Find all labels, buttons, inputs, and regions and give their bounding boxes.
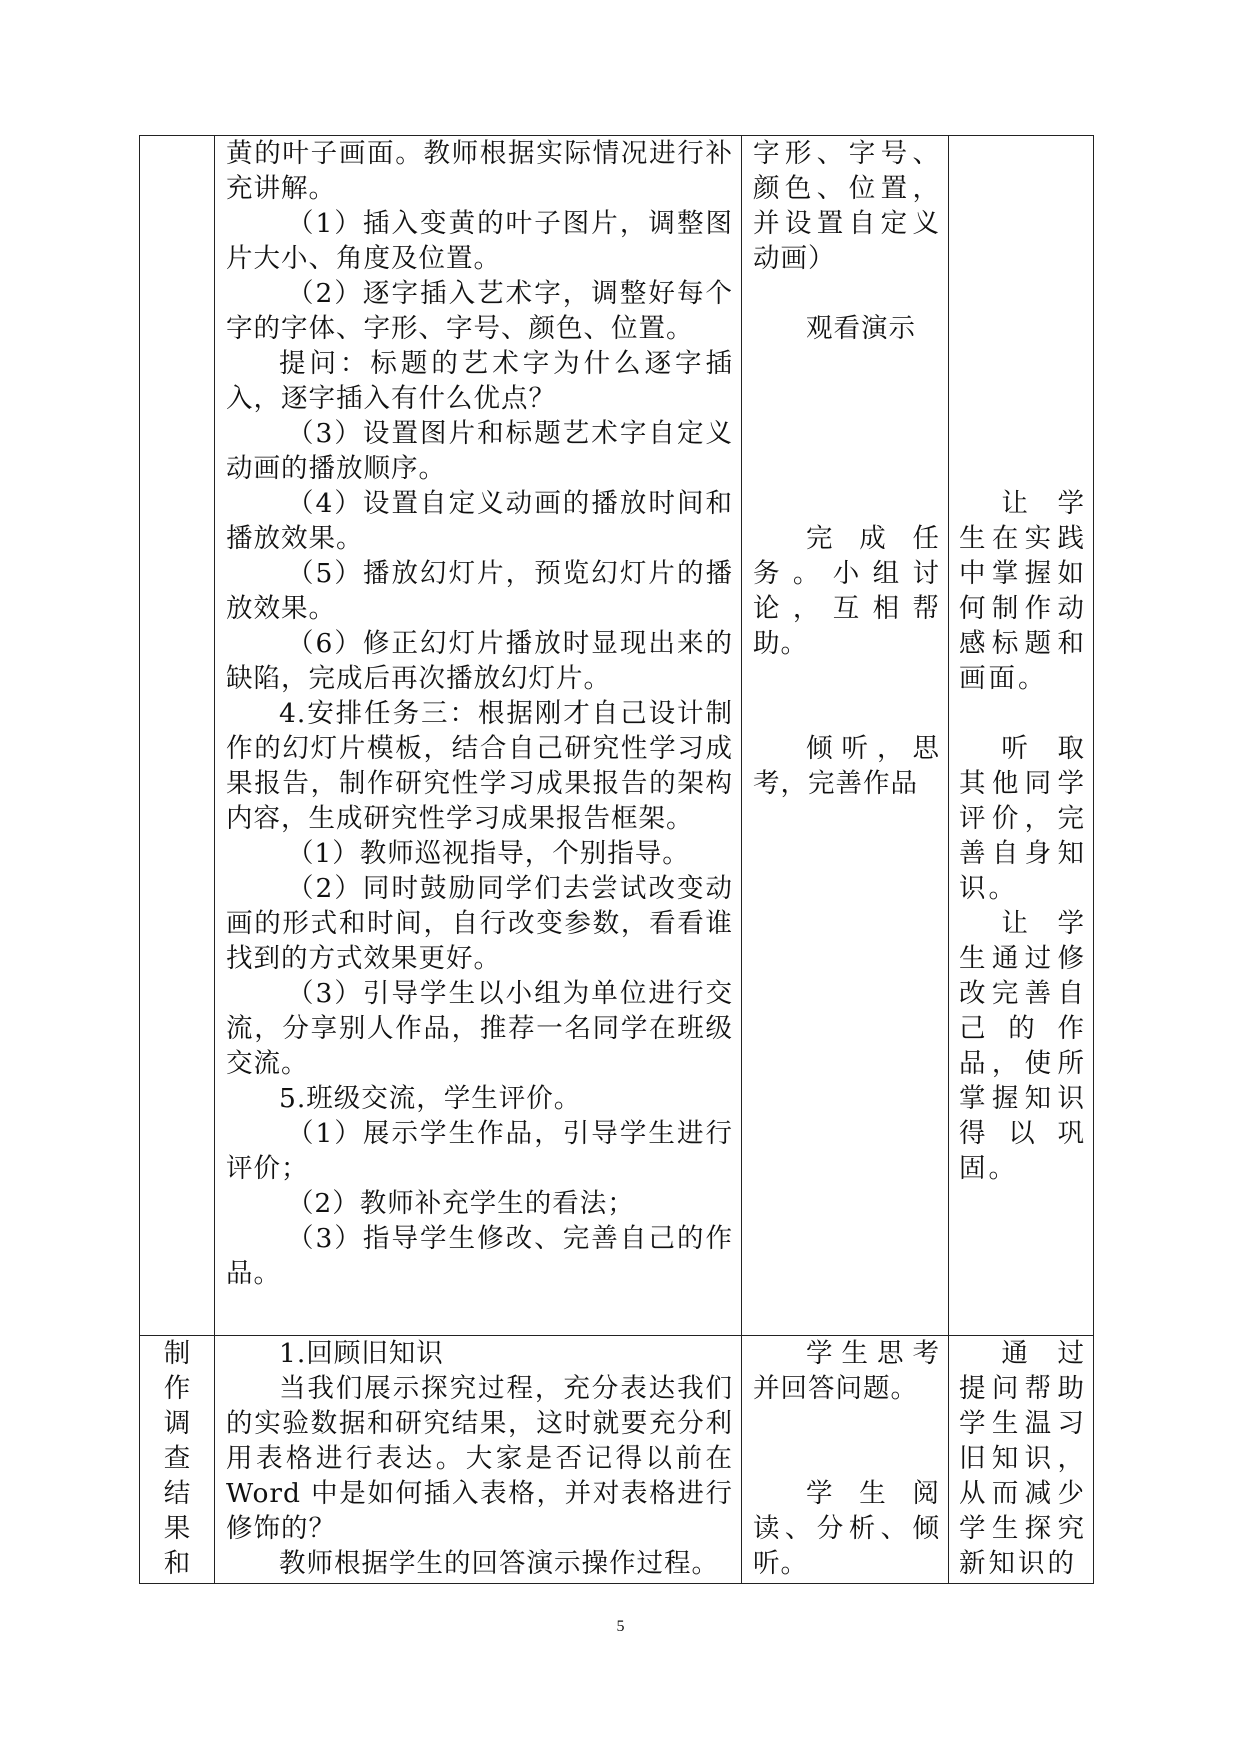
design-intent-cell — [949, 1336, 1094, 1584]
paragraph: 教师根据学生的回答演示操作过程。 — [279, 1548, 719, 1579]
paragraph: 当我们展示探究过程，充分表达我们的实验数据和研究结果，这时就要充分利用表格进行表达。大家是否记得以前在 Word 中是如何插入表格，并对表格进行修饰的？ — [226, 1373, 733, 1544]
stage-label-cell — [140, 136, 215, 1336]
paragraph: （6）修正幻灯片播放时显现出来的缺陷，完成后再次播放幻灯片。 — [226, 628, 733, 694]
teacher-activity-text — [215, 1336, 741, 1581]
paragraph: （2）逐字插入艺术字，调整好每个字的字体、字形、字号、颜色、位置。 — [226, 278, 733, 344]
paragraph: （1）插入变黄的叶子图片，调整图片大小、角度及位置。 — [226, 208, 733, 274]
paragraph: （2）教师补充学生的看法； — [286, 1188, 635, 1219]
paragraph: （3）引导学生以小组为单位进行交流，分享别人作品，推荐一名同学在班级交流。 — [226, 978, 733, 1079]
stage-label-char: 调 — [163, 1408, 191, 1439]
paragraph: （1）展示学生作品，引导学生进行评价； — [226, 1118, 733, 1184]
student-activity-text: 学生阅读、分析、倾听。 — [753, 1478, 940, 1579]
design-intent-text: 通过提问帮助学生温习旧知识，从而减少学生探究新知识的 — [959, 1338, 1087, 1579]
stage-label-char: 和 — [163, 1548, 191, 1579]
paragraph: （4）设置自定义动画的播放时间和播放效果。 — [226, 488, 733, 554]
paragraph: （5）播放幻灯片，预览幻灯片的播放效果。 — [226, 558, 733, 624]
stage-label-char: 结 — [163, 1478, 191, 1509]
design-intent-text: 让学生通过修改完善自己的作品，使所掌握知识得以巩固。 — [959, 908, 1087, 1184]
paragraph: （2）同时鼓励同学们去尝试改变动画的形式和时间，自行改变参数，看看谁找到的方式效果更好。 — [226, 873, 733, 974]
student-activity-text: 完成任务。小组讨论，互相帮助。 — [753, 523, 940, 659]
lesson-plan-table — [139, 135, 1094, 1584]
table-row — [140, 136, 1094, 1336]
student-activity-text: 字形、字号、颜色、位置，并设置自定义动画） — [753, 138, 940, 274]
teacher-activity-text — [215, 136, 741, 1291]
table-row — [140, 1336, 1094, 1584]
paragraph: （3）设置图片和标题艺术字自定义动画的播放顺序。 — [226, 418, 733, 484]
paragraph: 1.回顾旧知识 — [279, 1338, 444, 1369]
teacher-activity-cell — [215, 1336, 742, 1584]
stage-label-cell — [140, 1336, 215, 1584]
paragraph: （3）指导学生修改、完善自己的作品。 — [226, 1223, 733, 1289]
student-activity-text: 观看演示 — [806, 313, 916, 344]
design-intent-text: 听取其他同学评价，完善自身知识。 — [959, 733, 1087, 904]
paragraph: 黄的叶子画面。教师根据实际情况进行补充讲解。 — [226, 138, 733, 204]
design-intent-cell — [949, 136, 1094, 1336]
student-activity-text: 倾听，思考，完善作品 — [753, 733, 940, 799]
student-activity-text: 学生思考并回答问题。 — [753, 1338, 940, 1404]
paragraph: 提问：标题的艺术字为什么逐字插入，逐字插入有什么优点？ — [226, 348, 733, 414]
paragraph: 4.安排任务三：根据刚才自己设计制作的幻灯片模板，结合自己研究性学习成果报告，制作研究性学习成果报告的架构内容，生成研究性学习成果报告框架。 — [226, 698, 733, 834]
stage-label-char: 作 — [163, 1373, 191, 1404]
teacher-activity-cell — [215, 136, 742, 1336]
student-activity-cell — [742, 1336, 949, 1584]
stage-label-char: 查 — [163, 1443, 191, 1474]
paragraph: 5.班级交流，学生评价。 — [279, 1083, 582, 1114]
student-activity-cell — [742, 136, 949, 1336]
stage-label-char: 果 — [163, 1513, 191, 1544]
paragraph: （1）教师巡视指导，个别指导。 — [286, 838, 690, 869]
stage-label-char: 制 — [163, 1338, 191, 1369]
stage-label — [140, 1336, 214, 1581]
design-intent-text: 让学生在实践中掌握如何制作动感标题和画面。 — [959, 488, 1087, 694]
page-number: 5 — [616, 1618, 625, 1635]
